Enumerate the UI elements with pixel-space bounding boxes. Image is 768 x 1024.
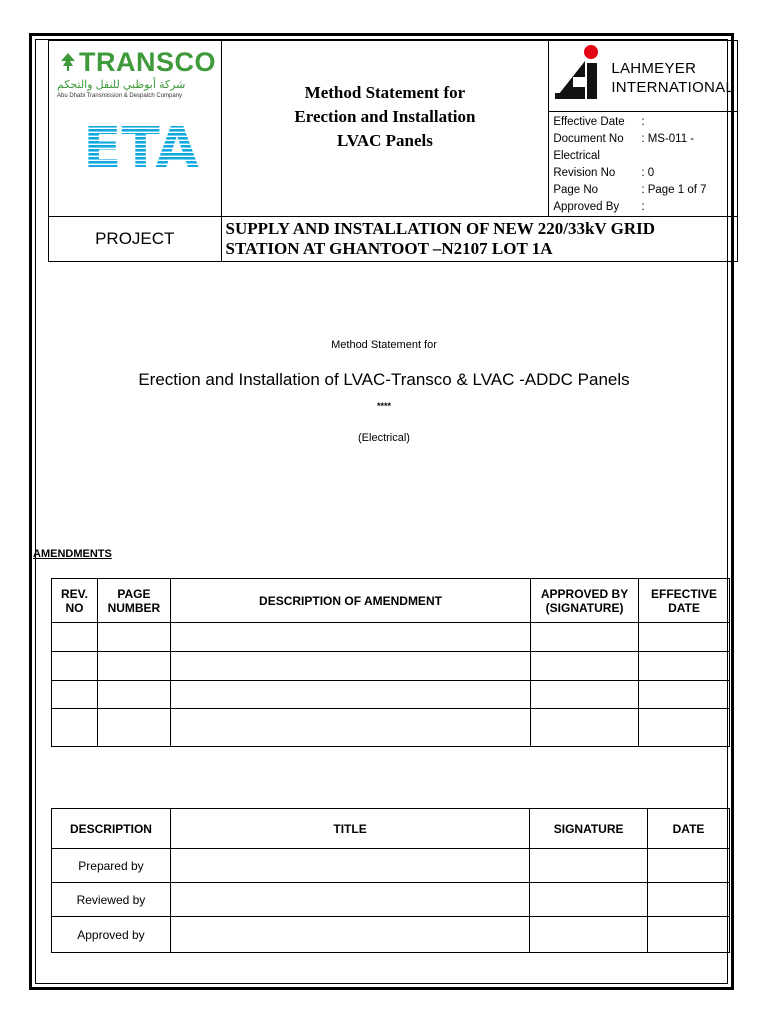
col-header: PAGE NUMBER: [97, 579, 170, 623]
table-row: [52, 681, 730, 709]
meta-row: Page No : Page 1 of 7: [553, 184, 707, 196]
table-row: Approved by: [52, 917, 730, 953]
table-row: [52, 709, 730, 747]
svg-text:ETA: ETA: [83, 121, 199, 169]
document-meta: [549, 112, 737, 216]
lahmeyer-line-2: INTERNATIONAL: [611, 79, 735, 96]
eta-logo: [63, 121, 219, 169]
meta-row: Effective Date :: [553, 116, 645, 128]
body-line-1: Method Statement for: [331, 339, 437, 351]
transco-name: TRANSCO: [79, 47, 216, 77]
document-header: [48, 40, 738, 262]
meta-row: Revision No : 0: [553, 167, 655, 179]
col-header: APPROVED BY (SIGNATURE): [531, 579, 639, 623]
lahmeyer-mark-icon: [551, 43, 607, 103]
table-row: [52, 623, 730, 652]
amendments-header-row: [52, 579, 730, 623]
lahmeyer-line-1: LAHMEYER: [611, 60, 697, 77]
lahmeyer-logo: [549, 41, 737, 112]
table-row: [52, 652, 730, 681]
col-header: SIGNATURE: [530, 809, 648, 849]
document-meta-cell: [549, 41, 738, 217]
transco-arabic-name: شركة أبوظبي للنقل والتحكم: [57, 79, 186, 91]
signoff-header-row: [52, 809, 730, 849]
amendments-label: AMENDMENTS: [33, 548, 112, 560]
project-value: SUPPLY AND INSTALLATION OF NEW 220/33kV GRID STATION AT GHANTOOT –N2107 LOT 1A: [221, 217, 737, 262]
title-line-1: Method Statement for: [304, 83, 466, 102]
amendments-table: [51, 578, 730, 747]
logo-cell: [49, 41, 222, 217]
table-row: Prepared by: [52, 849, 730, 883]
col-header: TITLE: [170, 809, 529, 849]
document-title-cell: [221, 41, 549, 217]
col-header: DATE: [648, 809, 730, 849]
title-line-2: Erection and Installation: [294, 107, 476, 126]
title-line-3: LVAC Panels: [336, 131, 433, 150]
meta-row: Approved By :: [553, 201, 645, 213]
col-header: DESCRIPTION: [52, 809, 171, 849]
body-stars: ****: [376, 401, 391, 411]
body-electrical: (Electrical): [358, 432, 410, 444]
table-row: Reviewed by: [52, 883, 730, 917]
signoff-table: [51, 808, 730, 953]
transco-english-name: Abu Dhabi Transmission & Despatch Company: [57, 93, 183, 99]
col-header: DESCRIPTION OF AMENDMENT: [170, 579, 530, 623]
meta-row: Electrical: [553, 150, 600, 162]
col-header: EFFECTIVE DATE: [639, 579, 730, 623]
col-header: REV. NO: [52, 579, 98, 623]
body-main-title: Erection and Installation of LVAC-Transco & LVAC -ADDC Panels: [138, 370, 630, 389]
meta-row: Document No : MS-011 -: [553, 133, 695, 145]
transco-leaf-icon: [61, 53, 75, 71]
project-label: PROJECT: [49, 217, 222, 262]
